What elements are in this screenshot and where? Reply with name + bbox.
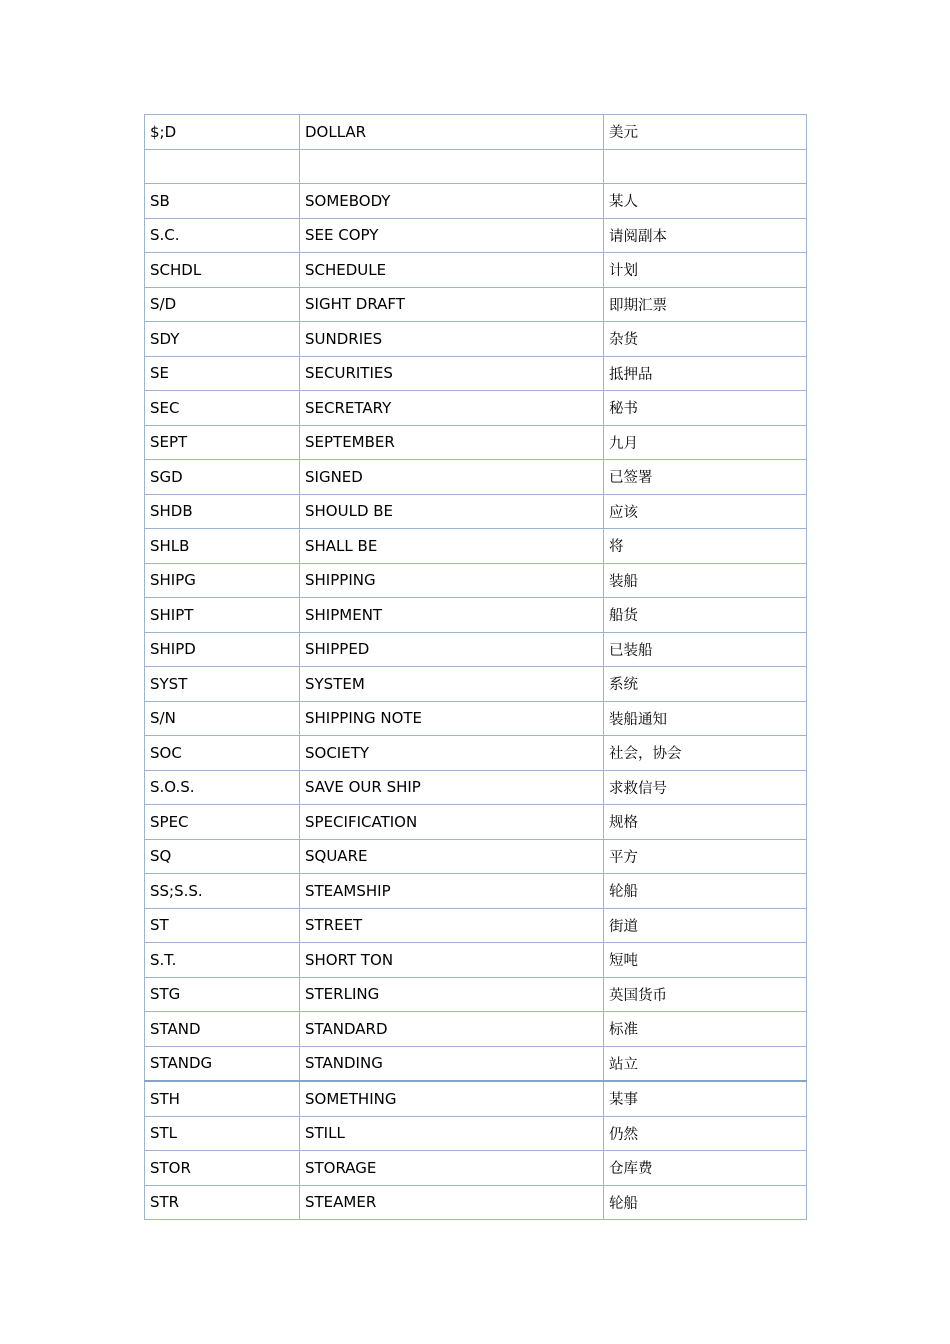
abbreviation-cell: STR bbox=[145, 1185, 300, 1220]
abbreviation-cell: STOR bbox=[145, 1151, 300, 1186]
table-row bbox=[145, 805, 807, 840]
english-term-cell: STANDING bbox=[300, 1046, 604, 1081]
table-row bbox=[145, 1046, 807, 1081]
english-term-cell: STANDARD bbox=[300, 1012, 604, 1047]
abbreviation-cell: SOC bbox=[145, 736, 300, 771]
chinese-meaning-cell: 请阅副本 bbox=[604, 218, 807, 253]
english-term-cell: SEE COPY bbox=[300, 218, 604, 253]
english-term-cell: SHORT TON bbox=[300, 943, 604, 978]
abbreviation-cell: S/N bbox=[145, 701, 300, 736]
abbreviation-cell: STG bbox=[145, 977, 300, 1012]
english-term-cell: SECRETARY bbox=[300, 391, 604, 426]
chinese-meaning-cell: 英国货币 bbox=[604, 977, 807, 1012]
table-row bbox=[145, 391, 807, 426]
english-term-cell: STERLING bbox=[300, 977, 604, 1012]
abbreviation-cell: SEC bbox=[145, 391, 300, 426]
abbreviation-cell: S.O.S. bbox=[145, 770, 300, 805]
english-term-cell: STILL bbox=[300, 1116, 604, 1151]
english-term-cell: SIGNED bbox=[300, 460, 604, 495]
english-term-cell: SHIPPING NOTE bbox=[300, 701, 604, 736]
table-row bbox=[145, 218, 807, 253]
abbreviation-cell: STL bbox=[145, 1116, 300, 1151]
abbreviation-cell: SE bbox=[145, 356, 300, 391]
abbreviation-cell: SHIPD bbox=[145, 632, 300, 667]
table-row bbox=[145, 770, 807, 805]
abbreviation-cell: SCHDL bbox=[145, 253, 300, 288]
english-term-cell: SHOULD BE bbox=[300, 494, 604, 529]
abbreviation-cell: SDY bbox=[145, 322, 300, 357]
abbreviation-cell: SS;S.S. bbox=[145, 874, 300, 909]
abbreviation-cell: ST bbox=[145, 908, 300, 943]
abbreviation-cell: STAND bbox=[145, 1012, 300, 1047]
abbreviation-cell: $;D bbox=[145, 115, 300, 150]
table-row bbox=[145, 529, 807, 564]
table-row bbox=[145, 943, 807, 978]
chinese-meaning-cell: 即期汇票 bbox=[604, 287, 807, 322]
table-row bbox=[145, 115, 807, 150]
chinese-meaning-cell: 将 bbox=[604, 529, 807, 564]
chinese-meaning-cell: 某人 bbox=[604, 184, 807, 219]
chinese-meaning-cell: 装船通知 bbox=[604, 701, 807, 736]
table-row bbox=[145, 1185, 807, 1220]
abbreviation-cell: SGD bbox=[145, 460, 300, 495]
chinese-meaning-cell: 已签署 bbox=[604, 460, 807, 495]
english-term-cell: SPECIFICATION bbox=[300, 805, 604, 840]
english-term-cell: SQUARE bbox=[300, 839, 604, 874]
chinese-meaning-cell: 秘书 bbox=[604, 391, 807, 426]
chinese-meaning-cell: 标准 bbox=[604, 1012, 807, 1047]
chinese-meaning-cell: 求救信号 bbox=[604, 770, 807, 805]
abbreviation-cell: SB bbox=[145, 184, 300, 219]
table-row bbox=[145, 667, 807, 702]
chinese-meaning-cell: 抵押品 bbox=[604, 356, 807, 391]
english-term-cell: SOMEBODY bbox=[300, 184, 604, 219]
abbreviation-cell: SHIPG bbox=[145, 563, 300, 598]
english-term-cell: SECURITIES bbox=[300, 356, 604, 391]
table-row bbox=[145, 701, 807, 736]
abbreviation-cell: STANDG bbox=[145, 1046, 300, 1081]
chinese-meaning-cell: 短吨 bbox=[604, 943, 807, 978]
english-term-cell: STEAMER bbox=[300, 1185, 604, 1220]
abbreviation-cell: S/D bbox=[145, 287, 300, 322]
chinese-meaning-cell: 装船 bbox=[604, 563, 807, 598]
abbreviation-cell: SHLB bbox=[145, 529, 300, 564]
english-term-cell: STEAMSHIP bbox=[300, 874, 604, 909]
chinese-meaning-cell: 平方 bbox=[604, 839, 807, 874]
english-term-cell: SUNDRIES bbox=[300, 322, 604, 357]
abbreviation-cell: SEPT bbox=[145, 425, 300, 460]
chinese-meaning-cell bbox=[604, 149, 807, 184]
english-term-cell: SHALL BE bbox=[300, 529, 604, 564]
table-row bbox=[145, 1151, 807, 1186]
english-term-cell: STREET bbox=[300, 908, 604, 943]
chinese-meaning-cell: 规格 bbox=[604, 805, 807, 840]
table-row bbox=[145, 149, 807, 184]
table-row bbox=[145, 356, 807, 391]
table-row bbox=[145, 736, 807, 771]
abbreviation-cell: SQ bbox=[145, 839, 300, 874]
chinese-meaning-cell: 轮船 bbox=[604, 874, 807, 909]
english-term-cell bbox=[300, 149, 604, 184]
abbreviation-cell: SYST bbox=[145, 667, 300, 702]
chinese-meaning-cell: 街道 bbox=[604, 908, 807, 943]
english-term-cell: SOMETHING bbox=[300, 1081, 604, 1116]
english-term-cell: SEPTEMBER bbox=[300, 425, 604, 460]
table-row bbox=[145, 253, 807, 288]
chinese-meaning-cell: 应该 bbox=[604, 494, 807, 529]
table-row bbox=[145, 1081, 807, 1116]
english-term-cell: SAVE OUR SHIP bbox=[300, 770, 604, 805]
abbreviation-table bbox=[144, 114, 807, 1220]
table-row bbox=[145, 632, 807, 667]
abbreviation-cell: SHDB bbox=[145, 494, 300, 529]
english-term-cell: SHIPMENT bbox=[300, 598, 604, 633]
chinese-meaning-cell: 九月 bbox=[604, 425, 807, 460]
chinese-meaning-cell: 站立 bbox=[604, 1046, 807, 1081]
table-row bbox=[145, 494, 807, 529]
english-term-cell: DOLLAR bbox=[300, 115, 604, 150]
english-term-cell: SCHEDULE bbox=[300, 253, 604, 288]
chinese-meaning-cell: 某事 bbox=[604, 1081, 807, 1116]
abbreviation-cell bbox=[145, 149, 300, 184]
abbreviation-cell: SHIPT bbox=[145, 598, 300, 633]
abbreviation-cell: S.C. bbox=[145, 218, 300, 253]
chinese-meaning-cell: 已装船 bbox=[604, 632, 807, 667]
chinese-meaning-cell: 美元 bbox=[604, 115, 807, 150]
table-row bbox=[145, 977, 807, 1012]
chinese-meaning-cell: 仓库费 bbox=[604, 1151, 807, 1186]
chinese-meaning-cell: 社会，协会 bbox=[604, 736, 807, 771]
abbreviation-cell: STH bbox=[145, 1081, 300, 1116]
english-term-cell: SHIPPING bbox=[300, 563, 604, 598]
table-row bbox=[145, 908, 807, 943]
table-row bbox=[145, 598, 807, 633]
english-term-cell: STORAGE bbox=[300, 1151, 604, 1186]
english-term-cell: SHIPPED bbox=[300, 632, 604, 667]
english-term-cell: SIGHT DRAFT bbox=[300, 287, 604, 322]
table-row bbox=[145, 287, 807, 322]
table-row bbox=[145, 1012, 807, 1047]
table-row bbox=[145, 184, 807, 219]
abbreviation-cell: SPEC bbox=[145, 805, 300, 840]
table-row bbox=[145, 563, 807, 598]
chinese-meaning-cell: 杂货 bbox=[604, 322, 807, 357]
chinese-meaning-cell: 系统 bbox=[604, 667, 807, 702]
abbreviation-cell: S.T. bbox=[145, 943, 300, 978]
table-row bbox=[145, 322, 807, 357]
chinese-meaning-cell: 仍然 bbox=[604, 1116, 807, 1151]
table-row bbox=[145, 460, 807, 495]
table-row bbox=[145, 425, 807, 460]
abbreviation-table-body bbox=[145, 115, 807, 1220]
chinese-meaning-cell: 计划 bbox=[604, 253, 807, 288]
chinese-meaning-cell: 船货 bbox=[604, 598, 807, 633]
table-row bbox=[145, 874, 807, 909]
table-row bbox=[145, 839, 807, 874]
english-term-cell: SOCIETY bbox=[300, 736, 604, 771]
chinese-meaning-cell: 轮船 bbox=[604, 1185, 807, 1220]
english-term-cell: SYSTEM bbox=[300, 667, 604, 702]
table-row bbox=[145, 1116, 807, 1151]
